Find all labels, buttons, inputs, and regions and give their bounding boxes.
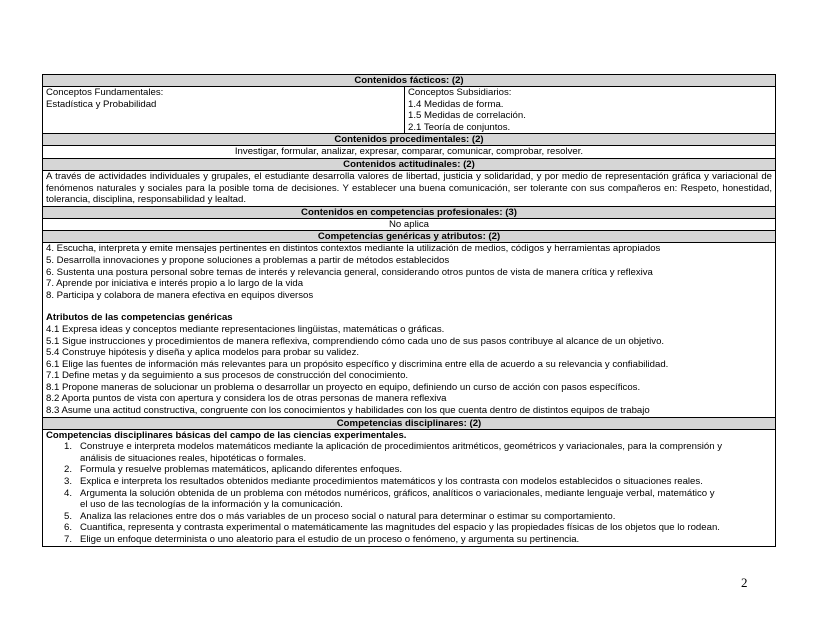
item-text — [80, 464, 772, 476]
item-text — [80, 511, 772, 523]
attitudinal-header: Contenidos actitudinales: (2) — [43, 158, 775, 170]
item-number: 1. — [63, 441, 72, 453]
attribute-item: 5.4 Construye hipótesis y diseña y aplica modelos para probar su validez. — [46, 347, 360, 359]
item-line: Cuantifica, representa y contrasta experimental o matemáticamente las magnitudes del espacio y las propiedades físicas de los objetos que lo rodean. — [80, 522, 720, 534]
attributes-title: Atributos de las competencias genéricas — [46, 312, 233, 324]
disciplinary-item — [46, 511, 772, 523]
generic-competency-item: 5. Desarrolla innovaciones y propone soluciones a problemas a partir de métodos establecidos — [46, 254, 450, 266]
generic-header: Competencias genéricas y atributos: (2) — [43, 230, 775, 242]
item-line: Analiza las relaciones entre dos o más variables de un proceso social o natural para determinar o estimar su comportamiento. — [80, 510, 616, 522]
procedural-text: Investigar, formular, analizar, expresar, comparar, comunicar, comprobar, resolver. — [43, 145, 775, 158]
disciplinary-item — [46, 534, 772, 546]
attribute-item: 6.1 Elige las fuentes de información más relevantes para un propósito específico y discrimina entre ella de acuerdo a su relevancia y confiabilidad. — [46, 358, 669, 370]
factual-header: Contenidos fácticos: (2) — [43, 75, 775, 86]
disciplinary-list — [46, 441, 772, 545]
item-line: Elige un enfoque determinista o uno aleatorio para el estudio de un proceso o fenómeno, y argumenta su pertinencia. — [80, 534, 580, 545]
item-line: Argumenta la solución obtenida de un problema con métodos numéricos, gráficos, analíticos o variacionales, mediante lenguaje verbal, matemático y — [80, 487, 715, 499]
item-line: el uso de las tecnologías de la información y la comunicación. — [80, 499, 343, 511]
disciplinary-item — [46, 464, 772, 476]
generic-competency-item: 7. Aprende por iniciativa e interés propio a lo largo de la vida — [46, 278, 304, 290]
procedural-header: Contenidos procedimentales: (2) — [43, 133, 775, 145]
disciplinary-header: Competencias disciplinares: (2) — [43, 417, 775, 429]
generic-competency-item: 8. Participa y colabora de manera efectiva en equipos diversos — [46, 289, 314, 301]
generic-competency-item: 4. Escucha, interpreta y emite mensajes pertinentes en distintos contextos mediante la utilización de medios, códigos y herramientas apropiados — [46, 243, 661, 255]
disciplinary-item — [46, 522, 772, 534]
attribute-item: 8.1 Propone maneras de solucionar un problema o desarrollar un proyecto en equipo, definiendo un curso de acción con pasos específicos. — [46, 381, 641, 393]
item-number: 4. — [63, 487, 72, 499]
professional-header: Contenidos en competencias profesionales: (3) — [43, 206, 775, 218]
subsidiary-concept-item: 2.1 Teoría de conjuntos. — [408, 121, 511, 133]
disciplinary-item — [46, 441, 772, 464]
attitudinal-text: A través de actividades individuales y grupales, el estudiante desarrolla valores de libertad, justicia y solidaridad, y por medio de representación gráfica y variacional de fenómenos naturales y sociales para la posible toma de decisiones. Y establecer una buena comunicación, ser tolerante con sus compañeros en: Respeto, honestidad, tolerancia, disciplina, responsabilidad y lealtad. — [43, 170, 775, 206]
item-line: Construye e interpreta modelos matemáticos mediante la aplicación de procedimientos aritméticos, geométricos y variacionales, para la comprensión y — [80, 441, 723, 453]
fundamental-concepts-label: Conceptos Fundamentales: — [46, 87, 164, 98]
generic-competencies — [43, 242, 775, 416]
professional-text: No aplica — [43, 218, 775, 231]
fundamental-concepts-value: Estadística y Probabilidad — [46, 98, 157, 110]
item-number: 7. — [63, 534, 72, 545]
attribute-item: 8.2 Aporta puntos de vista con apertura y considera los de otras personas de manera reflexiva — [46, 393, 447, 405]
item-text — [80, 534, 772, 546]
spacer — [46, 301, 772, 312]
disciplinary-title: Competencias disciplinares básicas del campo de las ciencias experimentales. — [46, 429, 407, 441]
item-line: Explica e interpreta los resultados obtenidos mediante procedimientos matemáticos y los contrasta con modelos establecidos o situaciones reales. — [80, 476, 703, 488]
item-number: 5. — [63, 510, 72, 522]
item-line: análisis de situaciones reales, hipotéticas o formales. — [80, 452, 307, 464]
subsidiary-concept-item: 1.5 Medidas de correlación. — [408, 110, 526, 122]
disciplinary-item — [46, 476, 772, 488]
content-table — [42, 74, 776, 547]
factual-row — [43, 86, 775, 133]
fundamental-concepts-cell — [43, 87, 405, 133]
attribute-item: 4.1 Expresa ideas y conceptos mediante representaciones lingüistas, matemáticas o gráficas. — [46, 323, 445, 335]
subsidiary-concepts-label: Conceptos Subsidiarios: — [408, 87, 512, 98]
disciplinary-item — [46, 488, 772, 511]
item-text — [80, 488, 772, 511]
item-text — [80, 441, 772, 464]
item-line: Formula y resuelve problemas matemáticos, aplicando diferentes enfoques. — [80, 464, 403, 476]
item-number: 2. — [63, 464, 72, 476]
page-number: 2 — [741, 575, 748, 590]
item-text — [80, 522, 772, 534]
item-number: 3. — [63, 476, 72, 488]
item-number: 6. — [63, 522, 72, 534]
subsidiary-concept-item: 1.4 Medidas de forma. — [408, 98, 504, 110]
item-text — [80, 476, 772, 488]
disciplinary-competencies — [43, 429, 775, 546]
attribute-item: 8.3 Asume una actitud constructiva, congruente con los conocimientos y habilidades con los que cuenta dentro de distintos equipos de trabajo — [46, 405, 650, 417]
attribute-item: 7.1 Define metas y da seguimiento a sus procesos de construcción del conocimiento. — [46, 370, 409, 382]
attribute-item: 5.1 Sigue instrucciones y procedimientos de manera reflexiva, comprendiendo cómo cada uno de sus pasos contribuye al alcance de un objetivo. — [46, 335, 665, 347]
generic-competency-item: 6. Sustenta una postura personal sobre temas de interés y relevancia general, considerando otros puntos de vista de manera crítica y reflexiva — [46, 266, 653, 278]
subsidiary-concepts-cell — [405, 87, 775, 133]
